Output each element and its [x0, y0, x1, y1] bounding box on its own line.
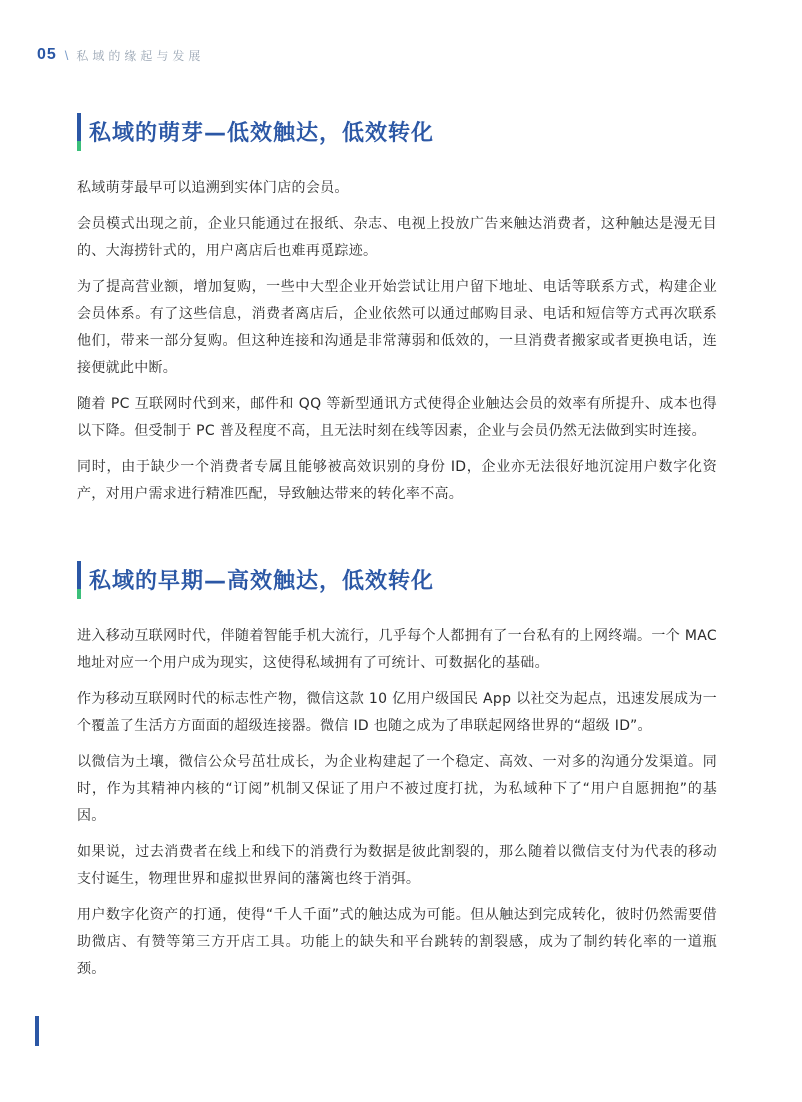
paragraph: 同时，由于缺少一个消费者专属且能够被高效识别的身份 ID，企业亦无法很好地沉淀用户数字化资产，对用户需求进行精准匹配，导致触达带来的转化率不高。	[77, 459, 717, 502]
paragraph: 用户数字化资产的打通，使得“千人千面”式的触达成为可能。但从触达到完成转化，彼时仍然需要借助微店、有赞等第三方开店工具。功能上的缺失和平台跳转的割裂感，成为了制约转化率的一道瓶颈。	[77, 907, 717, 977]
section-title: 私域的早期—高效触达，低效转化	[89, 569, 435, 594]
section-sprouting	[0, 112, 802, 508]
chapter-title: 私域的缘起与发展	[76, 48, 205, 63]
section-heading	[77, 112, 802, 152]
paragraph: 会员模式出现之前，企业只能通过在报纸、杂志、电视上投放广告来触达消费者，这种触达是漫无目的、大海捞针式的，用户离店后也难再觅踪迹。	[77, 216, 717, 259]
page-number: 05	[37, 46, 57, 63]
footer-accent-bar	[35, 1016, 39, 1046]
header-separator: \	[64, 47, 69, 63]
section-title: 私域的萌芽—低效触达，低效转化	[89, 121, 435, 146]
section-heading	[77, 560, 802, 600]
paragraph: 如果说，过去消费者在线上和线下的消费行为数据是彼此割裂的，那么随着以微信支付为代表的移动支付诞生，物理世界和虚拟世界间的藩篱也终于消弭。	[77, 844, 717, 887]
paragraph: 以微信为土壤，微信公众号茁壮成长，为企业构建起了一个稳定、高效、一对多的沟通分发渠道。同时，作为其精神内核的“订阅”机制又保证了用户不被过度打扰，为私域种下了“用户自愿拥抱”的基因。	[77, 754, 717, 824]
paragraph: 私域萌芽最早可以追溯到实体门店的会员。	[77, 180, 349, 196]
page-header	[37, 44, 204, 66]
paragraph: 为了提高营业额，增加复购，一些中大型企业开始尝试让用户留下地址、电话等联系方式，构建企业会员体系。有了这些信息，消费者离店后，企业依然可以通过邮购目录、电话和短信等方式再次联系他们，带来一部分复购。但这种连接和沟通是非常薄弱和低效的，一旦消费者搬家或者更换电话，连接便就此中断。	[77, 279, 717, 376]
section-early-stage	[0, 560, 802, 983]
paragraph: 进入移动互联网时代，伴随着智能手机大流行，几乎每个人都拥有了一台私有的上网终端。一个 MAC 地址对应一个用户成为现实，这使得私域拥有了可统计、可数据化的基础。	[77, 628, 717, 671]
paragraph: 作为移动互联网时代的标志性产物，微信这款 10 亿用户级国民 App 以社交为起点，迅速发展成为一个覆盖了生活方方面面的超级连接器。微信 ID 也随之成为了串联起网络世界的“超级 ID”。	[77, 691, 717, 734]
heading-accent-bar	[77, 561, 81, 599]
paragraph: 随着 PC 互联网时代到来，邮件和 QQ 等新型通讯方式使得企业触达会员的效率有所提升、成本也得以下降。但受制于 PC 普及程度不高，且无法时刻在线等因素，企业与会员仍然无法做到实时连接。	[77, 396, 717, 439]
heading-accent-bar	[77, 113, 81, 151]
